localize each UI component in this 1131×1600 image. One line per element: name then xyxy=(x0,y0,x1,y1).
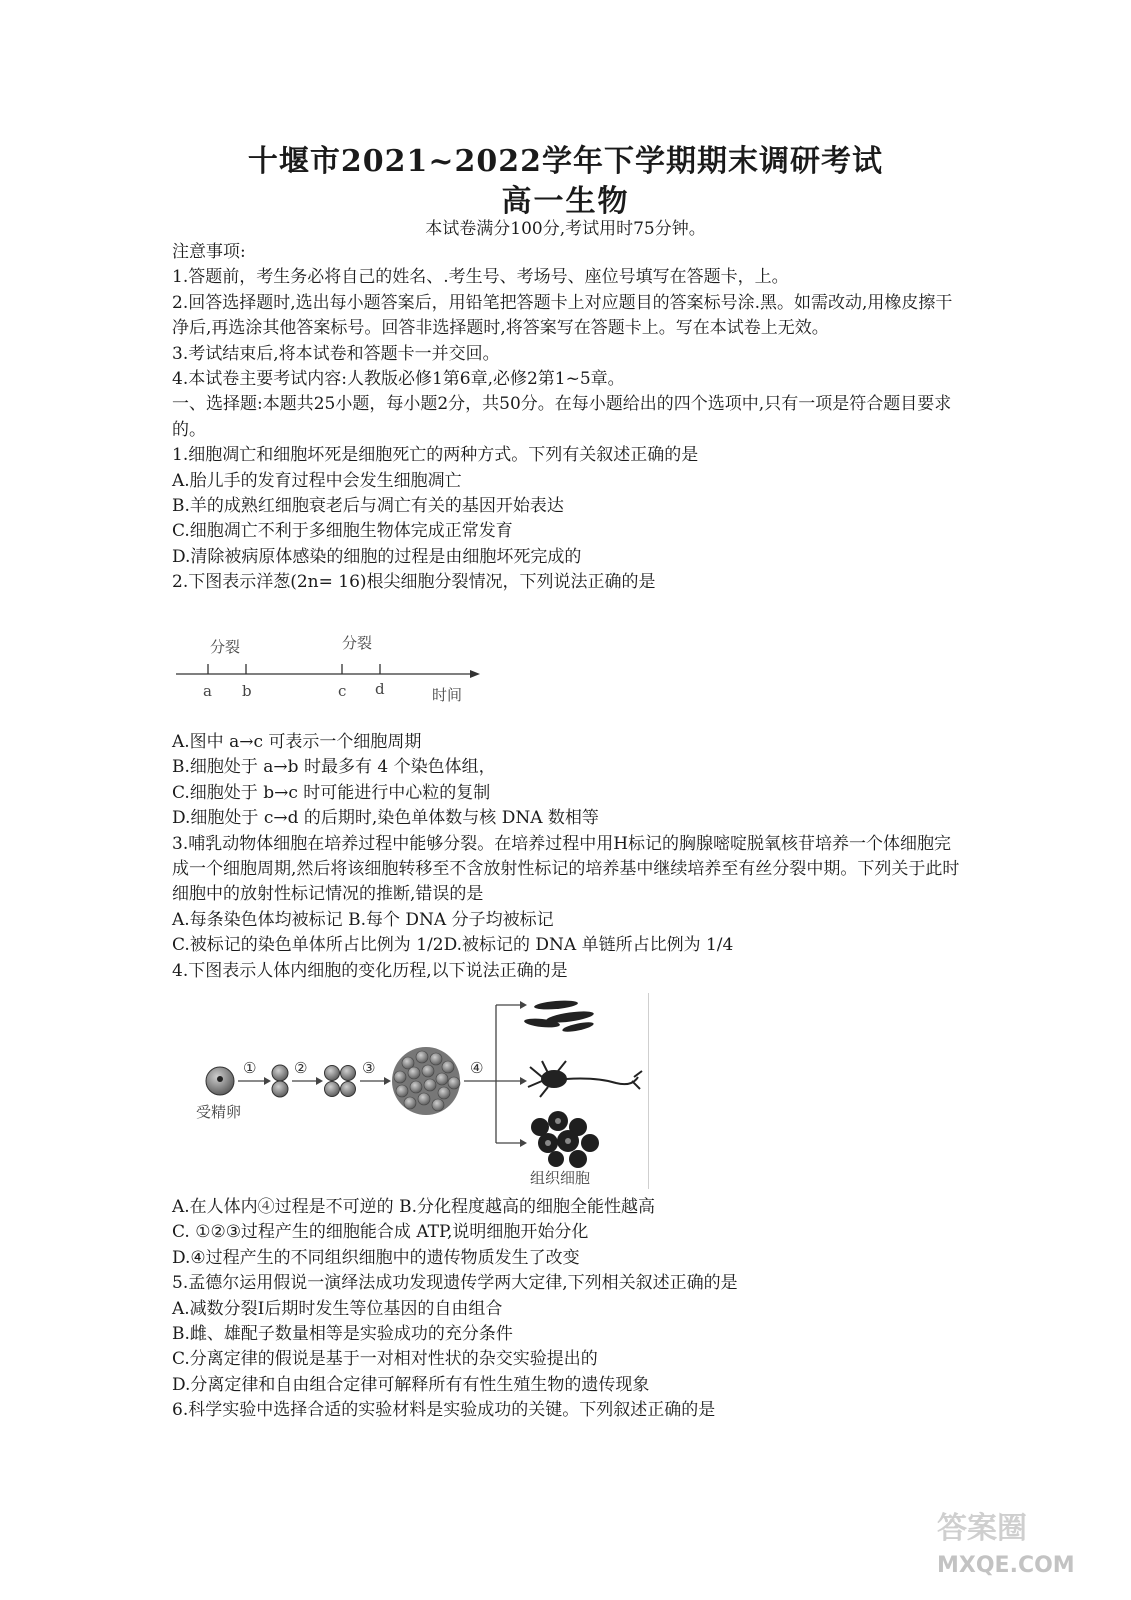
section-instruction: 一、选择题:本题共25小题，每小题2分，共50分。在每小题给出的四个选项中,只有一项是符合题目要求的。 xyxy=(172,394,952,440)
q3-option-ab: A.每条染色体均被标记 B.每个 DNA 分子均被标记 xyxy=(172,909,554,930)
label-b: b xyxy=(242,682,252,700)
exam-info: 本试卷满分100分,考试用时75分钟。 xyxy=(425,219,706,239)
label-a: a xyxy=(203,682,212,700)
q2-option-b: B.细胞处于 a→b 时最多有 4 个染色体组， xyxy=(172,757,496,778)
step-3-label: ③ xyxy=(362,1059,376,1077)
four-cell-stage xyxy=(325,1066,356,1097)
q1-stem: 1.细胞凋亡和细胞坏死是细胞死亡的两种方式。下列有关叙述正确的是 xyxy=(172,445,699,466)
timeline-arrowhead xyxy=(470,670,480,678)
note-4: 4.本试卷主要考试内容:人教版必修1第6章,必修2第1~5章。 xyxy=(172,369,625,390)
q5-option-d: D.分离定律和自由组合定律可解释所有有性生殖生物的遗传现象 xyxy=(172,1374,650,1395)
watermark-url: MXQE.COM xyxy=(937,1553,1075,1578)
split-label-1: 分裂 xyxy=(210,638,241,656)
label-c: c xyxy=(338,682,347,700)
watermark-logo-text: 答案圈 xyxy=(937,1511,1027,1546)
step-4-label: ④ xyxy=(470,1059,484,1077)
q3-stem: 3.哺乳动物体细胞在培养过程中能够分裂。在培养过程中用H标记的胸腺嘧啶脱氧核苷培养一个体细胞完成一个细胞周期,然后将该细胞转移至不含放射性标记的培养基中继续培养至有丝分裂中期。下列关于此时细胞中的放射性标记情况的推断,错误的是 xyxy=(172,833,960,905)
notes-section xyxy=(172,240,962,596)
q1-option-c: C.细胞凋亡不利于多细胞生物体完成正常发育 xyxy=(172,521,513,542)
subject-title: 高一生物 xyxy=(501,184,630,219)
note-3: 3.考试结束后,将本试卷和答题卡一并交回。 xyxy=(172,343,500,364)
neuron-icon xyxy=(528,1061,642,1097)
q5-option-b: B.雌、雄配子数量相等是实验成功的充分条件 xyxy=(172,1324,513,1345)
notes-heading: 注意事项: xyxy=(172,242,246,262)
q4-option-c: C. ①②③过程产生的细胞能合成 ATP,说明细胞开始分化 xyxy=(172,1222,589,1243)
q5-option-c: C.分离定律的假说是基于一对相对性状的杂交实验提出的 xyxy=(172,1349,598,1370)
q4-stem: 4.下图表示人体内细胞的变化历程,以下说法正确的是 xyxy=(172,960,568,981)
q1-option-d: D.清除被病原体感染的细胞的过程是由细胞坏死完成的 xyxy=(172,546,582,567)
q2-stem: 2.下图表示洋葱(2n= 16)根尖细胞分裂情况，下列说法正确的是 xyxy=(172,572,656,593)
blood-cells-icon xyxy=(531,1111,599,1168)
q4-option-d: D.④过程产生的不同组织细胞中的遗传物质发生了改变 xyxy=(172,1247,580,1268)
q1-option-b: B.羊的成熟红细胞衰老后与凋亡有关的基因开始表达 xyxy=(172,496,564,517)
q6-stem: 6.科学实验中选择合适的实验材料是实验成功的关键。下列叙述正确的是 xyxy=(172,1400,716,1421)
q4-q6-section xyxy=(172,1195,962,1424)
watermark-logo xyxy=(931,1506,1101,1582)
two-cell-stage xyxy=(272,1065,288,1097)
step-2-label: ② xyxy=(294,1059,308,1077)
q5-option-a: A.减数分裂Ⅰ后期时发生等位基因的自由组合 xyxy=(172,1298,503,1319)
step-1-label: ① xyxy=(243,1059,257,1077)
zygote-label: 受精卵 xyxy=(196,1103,242,1121)
tissue-cells-label: 组织细胞 xyxy=(530,1169,591,1187)
cell-cycle-timeline-figure xyxy=(170,628,490,708)
label-time: 时间 xyxy=(432,686,463,704)
cell-mass xyxy=(392,1047,460,1115)
q2-option-d: D.细胞处于 c→d 的后期时,染色单体数与核 DNA 数相等 xyxy=(172,808,599,829)
q2-option-a: A.图中 a→c 可表示一个细胞周期 xyxy=(172,732,422,752)
q2-q4-section xyxy=(172,730,962,984)
zygote-cell xyxy=(206,1067,234,1095)
note-1: 1.答题前，考生务必将自己的姓名、.考生号、考场号、座位号填写在答题卡，上。 xyxy=(172,267,789,288)
q3-option-cd: C.被标记的染色单体所占比例为 1/2D.被标记的 DNA 单链所占比例为 1/4 xyxy=(172,935,734,956)
cell-development-figure xyxy=(186,993,649,1189)
q2-option-c: C.细胞处于 b→c 时可能进行中心粒的复制 xyxy=(172,782,491,803)
q4-option-ab: A.在人体内④过程是不可逆的 B.分化程度越高的细胞全能性越高 xyxy=(172,1197,655,1217)
exam-title: 十堰市2021~2022学年下学期期末调研考试 xyxy=(247,144,884,179)
q1-option-a: A.胎儿手的发育过程中会发生细胞凋亡 xyxy=(172,470,462,491)
q5-stem: 5.孟德尔运用假说一演绎法成功发现遗传学两大定律,下列相关叙述正确的是 xyxy=(172,1273,738,1294)
split-label-2: 分裂 xyxy=(342,634,373,652)
muscle-cells-icon xyxy=(524,999,595,1034)
label-d: d xyxy=(375,680,385,698)
note-2: 2.回答选择题时,选出每小题答案后，用铅笔把答题卡上对应题目的答案标号涂.黑。如需改动,用橡皮擦干净后,再选涂其他答案标号。回答非选择题时,将答案写在答题卡上。写在本试卷上无效。 xyxy=(172,292,953,339)
